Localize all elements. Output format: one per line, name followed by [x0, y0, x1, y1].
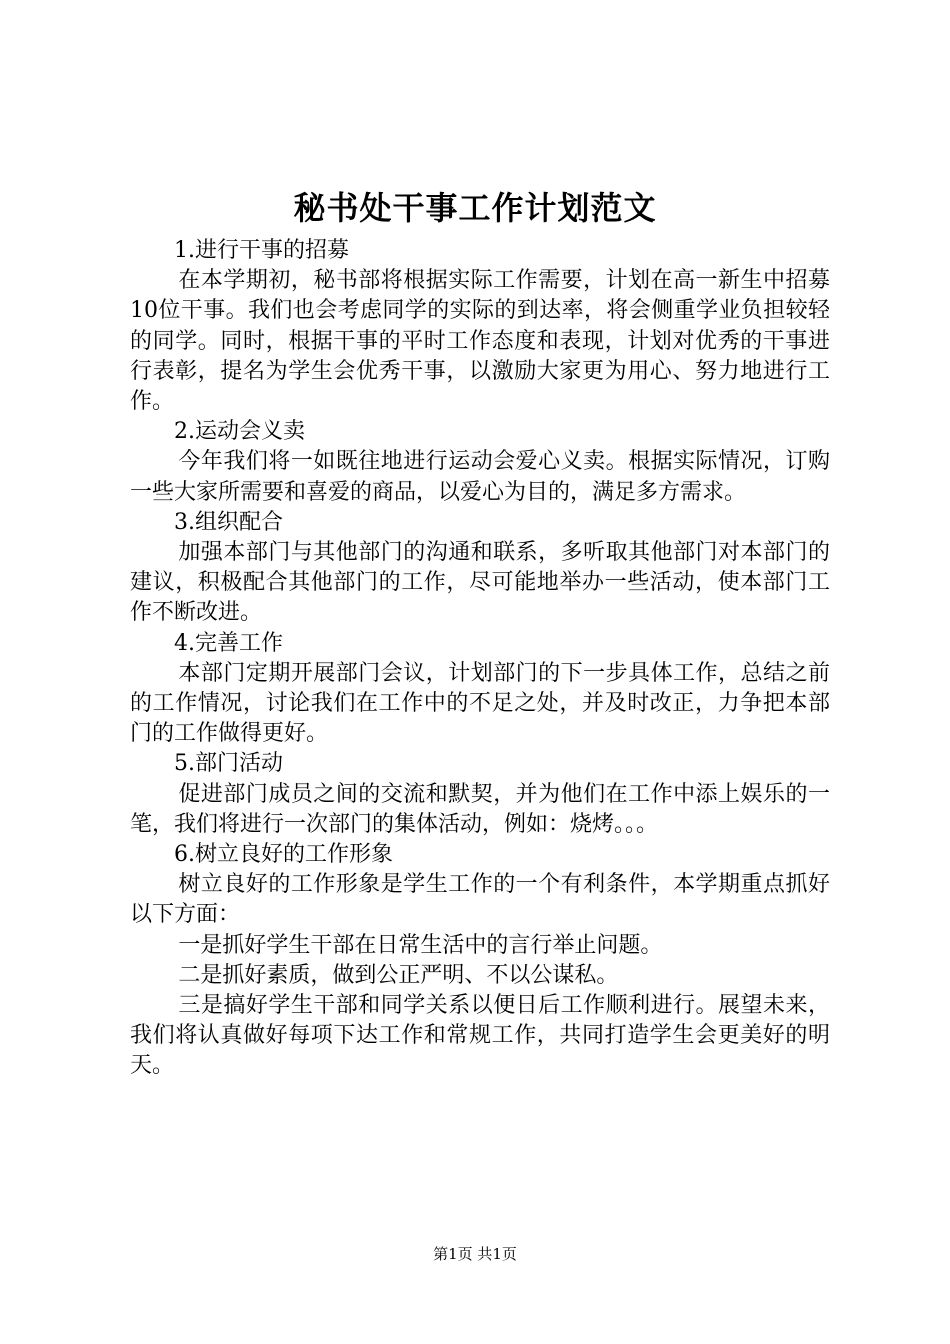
section-paragraph: 在本学期初，秘书部将根据实际工作需要，计划在高一新生中招募10位干事。我们也会考虑同学的实际的到达率，将会侧重学业负担较轻的同学。同时，根据干事的平时工作态度和表现，计划对优秀的干事进行表彰，提名为学生会优秀干事，以激励大家更为用心、努力地进行工作。	[130, 268, 830, 415]
section-heading: 2.运动会义卖	[174, 419, 305, 445]
section-paragraph: 今年我们将一如既往地进行运动会爱心义卖。根据实际情况，订购一些大家所需要和喜爱的商品，以爱心为目的，满足多方需求。	[130, 449, 830, 505]
section-heading: 5.部门活动	[174, 751, 283, 777]
section-paragraph: 促进部门成员之间的交流和默契，并为他们在工作中添上娱乐的一笔，我们将进行一次部门的集体活动，例如：烧烤。。。	[130, 781, 830, 837]
section-paragraph: 二是抓好素质，做到公正严明、不以公谋私。	[178, 962, 619, 988]
section-paragraph: 一是抓好学生干部在日常生活中的言行举止问题。	[178, 932, 663, 958]
section-heading: 1.进行干事的招募	[174, 238, 349, 263]
document-title: 秘书处干事工作计划范文	[293, 189, 657, 227]
page-footer: 第1页 共1页	[433, 1245, 517, 1263]
section-paragraph: 本部门定期开展部门会议，计划部门的下一步具体工作，总结之前的工作情况，讨论我们在工作中的不足之处，并及时改正，力争把本部门的工作做得更好。	[130, 660, 830, 747]
section-paragraph: 加强本部门与其他部门的沟通和联系，多听取其他部门对本部门的建议，积极配合其他部门的工作，尽可能地举办一些活动，使本部门工作不断改进。	[130, 540, 830, 626]
section-paragraph: 树立良好的工作形象是学生工作的一个有利条件，本学期重点抓好以下方面：	[130, 872, 830, 928]
section-heading: 6.树立良好的工作形象	[174, 842, 393, 868]
document-body	[130, 236, 830, 1082]
section-paragraph: 三是搞好学生干部和同学关系以便日后工作顺利进行。展望未来，我们将认真做好每项下达工作和常规工作，共同打造学生会更美好的明天。	[130, 993, 830, 1079]
section-heading: 3.组织配合	[174, 509, 283, 535]
section-heading: 4.完善工作	[174, 630, 283, 656]
